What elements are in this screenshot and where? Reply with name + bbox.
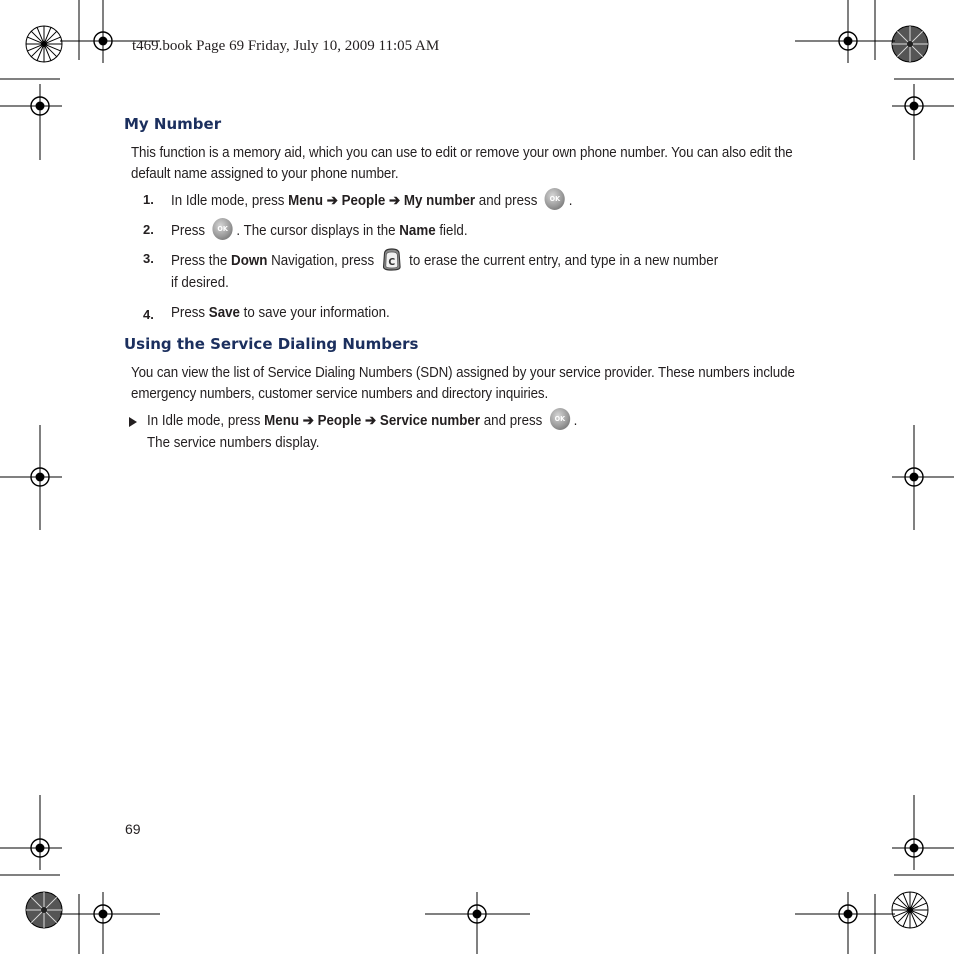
section2-intro-line1: You can view the list of Service Dialing Numbers (SDN) assigned by your service provider. These numbers include bbox=[131, 365, 795, 381]
section-title-my-number: My Number bbox=[124, 115, 222, 133]
page-number: 69 bbox=[125, 821, 141, 837]
arrow-icon: ➔ bbox=[385, 192, 404, 209]
step-text: and press bbox=[475, 192, 538, 209]
name-field-label: Name bbox=[399, 222, 436, 239]
bullet-result: The service numbers display. bbox=[147, 435, 320, 451]
step-text: . The cursor displays in the bbox=[236, 222, 400, 239]
ok-key-icon: OK bbox=[213, 218, 233, 240]
my-number-label: My number bbox=[403, 192, 476, 209]
section-title-service-dialing: Using the Service Dialing Numbers bbox=[124, 335, 419, 353]
ok-key-icon: OK bbox=[550, 408, 570, 430]
bullet-arrow-icon bbox=[128, 416, 138, 428]
section1-intro-line1: This function is a memory aid, which you can use to edit or remove your own phone number. You can also edit the bbox=[131, 145, 793, 161]
step-text: In Idle mode, press bbox=[147, 412, 265, 429]
book-header: t469.book Page 69 Friday, July 10, 2009 11:05 AM bbox=[132, 38, 440, 54]
step-text: field. bbox=[435, 222, 468, 239]
clear-key-icon bbox=[382, 247, 402, 271]
step-text: Press bbox=[171, 222, 206, 239]
ok-key-icon: OK bbox=[545, 188, 565, 210]
step-text: and press bbox=[480, 412, 543, 429]
step-2 bbox=[171, 220, 468, 242]
step-text: . bbox=[573, 412, 578, 429]
step-3 bbox=[171, 249, 718, 273]
section1-intro-line2: default name assigned to your phone number. bbox=[131, 166, 399, 182]
step-text: In Idle mode, press bbox=[171, 192, 289, 209]
menu-label: Menu bbox=[264, 412, 299, 429]
step-text: to erase the current entry, and type in a new number bbox=[405, 252, 719, 269]
arrow-icon: ➔ bbox=[361, 412, 380, 429]
section2-intro bbox=[131, 363, 830, 405]
bullet-instruction bbox=[147, 410, 577, 432]
step-number: 1. bbox=[143, 192, 154, 207]
arrow-icon: ➔ bbox=[322, 192, 342, 209]
step-text: Press the bbox=[171, 252, 232, 269]
menu-label: Menu bbox=[288, 192, 323, 209]
arrow-icon: ➔ bbox=[298, 412, 318, 429]
people-label: People bbox=[317, 412, 362, 429]
step-text: Press bbox=[171, 305, 209, 321]
section1-intro bbox=[131, 143, 830, 185]
down-key-label: Down bbox=[231, 252, 268, 269]
step-4 bbox=[171, 305, 390, 321]
step-3-continued: if desired. bbox=[171, 275, 229, 291]
clear-key-label: C bbox=[388, 256, 396, 269]
step-text: to save your information. bbox=[239, 305, 390, 321]
step-number: 2. bbox=[143, 222, 154, 237]
step-text: Navigation, press bbox=[267, 252, 375, 269]
service-number-label: Service number bbox=[379, 412, 481, 429]
step-number: 4. bbox=[143, 307, 154, 322]
section2-intro-line2: emergency numbers, customer service numbers and directory inquiries. bbox=[131, 386, 549, 402]
step-1 bbox=[171, 190, 572, 212]
save-label: Save bbox=[208, 305, 240, 321]
step-text: . bbox=[568, 192, 573, 209]
step-number: 3. bbox=[143, 251, 154, 266]
people-label: People bbox=[341, 192, 386, 209]
